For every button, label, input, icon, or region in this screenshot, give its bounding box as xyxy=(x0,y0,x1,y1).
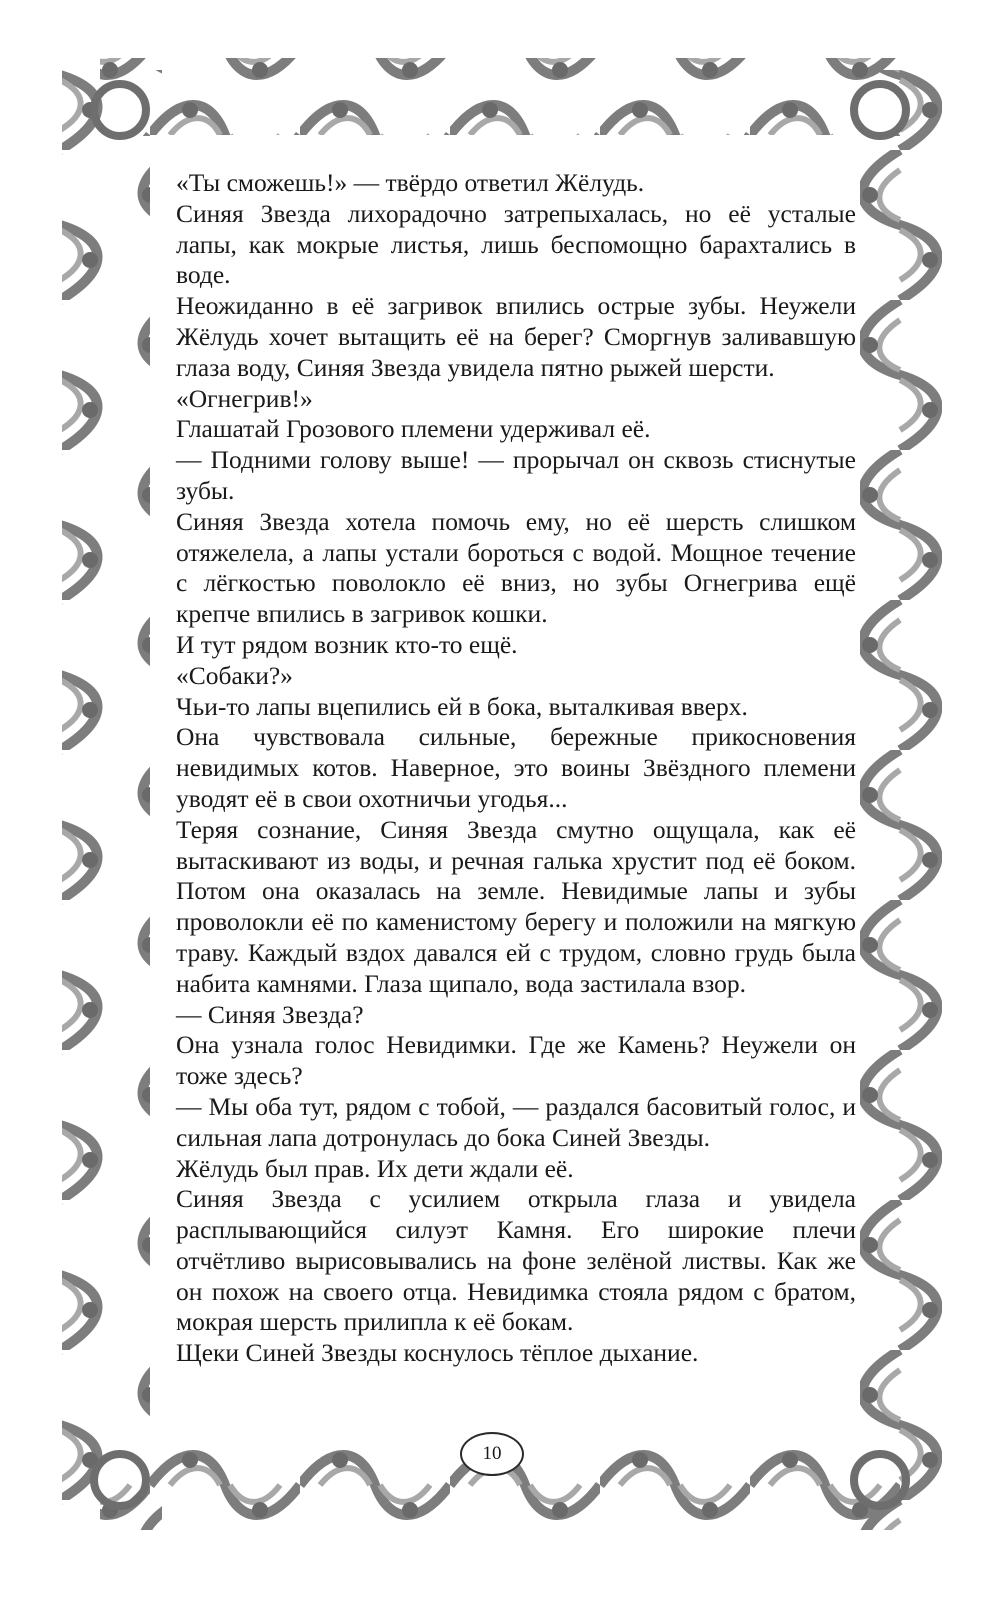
paragraph: «Ты сможешь!» — твёрдо ответил Жёлудь. xyxy=(176,168,645,197)
paragraph: Жёлудь был прав. Их дети ждали её. xyxy=(176,1153,574,1183)
paragraph: Теряя сознание, Синяя Звезда смутно ощущала, как её вытаскивают из воды, и речная галька хрустит под её боком. Потом она оказалась на земле. Невидимые лапы и зубы проволокли её по каменистому берегу и положили на мягкую траву. Каждый вздох давался ей с трудом, словно грудь была набита камнями. Глаза щипало, вода застилала взор. xyxy=(176,814,856,998)
paragraph: Она узнала голос Невидимки. Где же Камень? Неужели он тоже здесь? xyxy=(176,1030,856,1091)
paragraph: Она чувствовала сильные, бережные прикосновения невидимых котов. Наверное, это воины Звёздного племени уводят её в свои охотничьи угодья... xyxy=(176,722,856,813)
paragraph: Синяя Звезда хотела помочь ему, но её шерсть слишком отяжелела, а лапы устали бороться с водой. Мощное течение с лёгкостью поволокло её вниз, но зубы Огнегрива ещё крепче впились в загривок кошки. xyxy=(176,506,856,629)
paragraph: Чьи-то лапы вцепились ей в бока, выталкивая вверх. xyxy=(176,691,748,721)
paragraph: — Мы оба тут, рядом с тобой, — раздался басовитый голос, и сильная лапа дотронулась до бока Синей Звезды. xyxy=(176,1091,856,1152)
paragraph: Щеки Синей Звезды коснулось тёплое дыхание. xyxy=(176,1338,699,1368)
paragraph: Неожиданно в её загривок впились острые зубы. Неужели Жёлудь хочет вытащить её на берег? Сморгнув заливавшую глаза воду, Синяя Звезда увидела пятно рыжей шерсти. xyxy=(176,291,856,382)
paragraph: И тут рядом возник кто-то ещё. xyxy=(176,629,518,659)
paragraph: «Собаки?» xyxy=(176,660,293,690)
paragraph: — Синяя Звезда? xyxy=(176,999,364,1029)
paragraph: — Подними голову выше! — прорычал он сквозь стиснутые зубы. xyxy=(176,445,856,505)
paragraph: Синяя Звезда лихорадочно затрепыхалась, но её усталые лапы, как мокрые листья, лишь беспомощно барахтались в воде. xyxy=(176,198,856,290)
paragraph: Глашатай Грозового племени удерживал её. xyxy=(176,414,651,444)
body-text xyxy=(176,168,856,1369)
paragraph: «Огнегрив!» xyxy=(176,383,313,413)
page-number: 10 xyxy=(460,1432,524,1476)
paragraph: Синяя Звезда с усилием открыла глаза и увидела расплывающийся силуэт Камня. Его широкие плечи отчётливо вырисовывались на фоне зелёной листвы. Как же он похож на своего отца. Невидимка стояла рядом с братом, мокрая шерсть прилипла к её бокам. xyxy=(176,1184,856,1337)
